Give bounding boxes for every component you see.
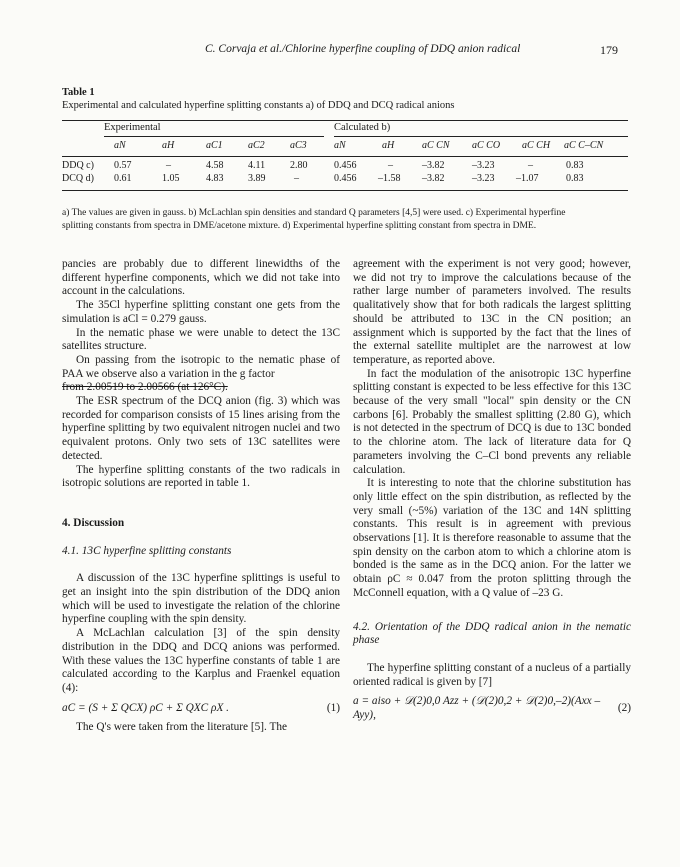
equation-2 (353, 695, 631, 722)
paragraph: The hyperfine splitting constant of a nucleus of a partially oriented radical is given by [7] (353, 661, 631, 688)
paragraph: In the nematic phase we were unable to detect the 13C satellites structure. (62, 326, 340, 353)
table-cell: – (528, 160, 533, 171)
table-cell: 1.05 (162, 173, 180, 184)
paragraph: The 35Cl hyperfine splitting constant one gets from the simulation is aCl = 0.279 gauss. (62, 299, 340, 325)
right-column (353, 258, 631, 729)
paragraph: On passing from the isotropic to the nematic phase of PAA we observe also a variation in the g factor (62, 353, 340, 380)
col-header-exp-aN: aN (114, 140, 126, 151)
footnote-line: splitting constants from spectra in DME/acetone mixture. d) Experimental hyperfine splitting constant from spectra in DME. (62, 220, 537, 231)
running-title: C. Corvaja et al./Chlorine hyperfine coupling of DDQ anion radical (205, 43, 521, 55)
table-top-rule (62, 120, 628, 121)
paragraph: A discussion of the 13C hyperfine splittings is useful to get an insight into the spin distribution of the DDQ anion which will be used to investigate the relation of the chlorine hyperfine coupling with the spin density. (62, 572, 340, 626)
paragraph: The ESR spectrum of the DCQ anion (fig. 3) which was recorded for comparison consists of 15 lines arising from the hyperfine splitting by two equivalent nitrogen nuclei and two equivalent protons. Only two sets of 13C satellites were detected. (62, 395, 340, 462)
table-cell: – (388, 160, 393, 171)
group-calculated: Calculated b) (334, 122, 391, 133)
table-cell: 0.83 (566, 173, 584, 184)
table-cell: – (166, 160, 171, 171)
page-number: 179 (600, 43, 618, 57)
equation-body: aC = (S + Σ QCX) ρC + Σ QXC ρX . (62, 701, 230, 714)
equation-number: (1) (326, 701, 340, 714)
table-footnotes (62, 207, 628, 232)
table-cell: –1.07 (516, 173, 539, 184)
table-label: Table 1 (62, 87, 95, 98)
table-cell: 4.11 (248, 160, 266, 171)
table-cell: 2.80 (290, 160, 308, 171)
paragraph-continuation: from 2.00519 to 2.00566 (at 126°C). (62, 381, 228, 394)
col-header-calc-aC-CO: aC CO (472, 140, 501, 151)
paragraph: A McLachlan calculation [3] of the spin density distribution in the DDQ and DCQ anions was performed. With these values the 13C hyperfine constants of table 1 are calculated according to the Karplus and Fraenkel equation (4): (62, 627, 340, 694)
col-header-exp-aC1: aC1 (206, 140, 223, 151)
left-column (62, 258, 340, 735)
paragraph: In fact the modulation of the anisotropic 13C hyperfine splitting constant is expected to be less effective for this 13C because of the very small "local" spin density or the CN carbons [6]. Probably the smallest splitting (2.80 G), which is not detected in the spectrum of DCQ is due to 13C bonded to the chlorine atom. The lack of literature data for Q parameters involving the C–Cl bond prevents any reliable calculation. (353, 367, 631, 476)
col-header-calc-aC-CN: aC CN (422, 140, 450, 151)
col-header-exp-aC3: aC3 (290, 140, 307, 151)
col-header-calc-aN: aN (334, 140, 346, 151)
paragraph: agreement with the experiment is not very good; however, we did not try to improve the calculations because of the rather large number of parameters involved. The results qualitatively show that for both radicals the largest splitting should be attributed to 13C in the CN position; an assignment which is supported by the fact that the lines of the external satellite multiplet are the narrowest at low temperature, as reported above. (353, 258, 631, 366)
group-calculated-rule (334, 136, 628, 137)
row-label-dcq: DCQ d) (62, 173, 94, 184)
col-header-exp-aH: aH (162, 140, 175, 151)
table-cell: – (294, 173, 299, 184)
equation-number: (2) (617, 702, 631, 715)
table-cell: 0.61 (114, 173, 132, 184)
footnote-line: a) The values are given in gauss. b) McLachlan spin densities and standard Q parameters [4,5] were used. c) Experimental hyperfine (62, 208, 566, 218)
table-description: Experimental and calculated hyperfine splitting constants a) of DDQ and DCQ radical anions (62, 100, 455, 111)
table-cell: 4.58 (206, 160, 224, 171)
page-header (0, 43, 680, 63)
table-cell: 0.83 (566, 160, 584, 171)
table-cell: –3.23 (472, 173, 495, 184)
table-header-rule (62, 156, 628, 157)
subsection-heading: 4.2. Orientation of the DDQ radical anion in the nematic phase (353, 620, 631, 647)
table-cell: 3.89 (248, 173, 266, 184)
section-heading: 4. Discussion (62, 516, 125, 529)
row-label-ddq: DDQ c) (62, 160, 94, 171)
col-header-calc-aC-CH: aC CH (522, 140, 551, 151)
group-experimental: Experimental (104, 122, 161, 133)
table-cell: 0.57 (114, 160, 132, 171)
group-experimental-rule (104, 136, 324, 137)
col-header-calc-aC-C-CN: aC C–CN (564, 140, 604, 151)
table-cell: 0.456 (334, 160, 357, 171)
col-header-exp-aC2: aC2 (248, 140, 265, 151)
col-header-calc-aH: aH (382, 140, 395, 151)
table-bottom-rule (62, 190, 628, 191)
table-cell: –1.58 (378, 173, 401, 184)
equation-body: a = aiso + 𝒟(2)0,0 Azz + (𝒟(2)0,2 + 𝒟(2)0,–2)(Axx – Ayy), (353, 695, 601, 722)
paragraph: The Q's were taken from the literature [5]. The (76, 721, 288, 734)
table-cell: –3.23 (472, 160, 495, 171)
table-cell: –3.82 (422, 173, 445, 184)
table-cell: –3.82 (422, 160, 445, 171)
table-caption (62, 86, 622, 112)
subsection-heading: 4.1. 13C hyperfine splitting constants (62, 544, 232, 557)
table-cell: 0.456 (334, 173, 357, 184)
equation-1 (62, 702, 340, 716)
paragraph: The hyperfine splitting constants of the two radicals in isotropic solutions are reported in table 1. (62, 463, 340, 490)
table-cell: 4.83 (206, 173, 224, 184)
paragraph: pancies are probably due to different linewidths of the different hyperfine components, which we did not take into account in the calculations. (62, 258, 340, 298)
paragraph: It is interesting to note that the chlorine substitution has only little effect on the spin distribution, as reflected by the very small (~5%) variation of the 13C and 14N splitting constants. This result is in agreement with previous observations [1]. It is therefore reasonable to assume that the spin density on the carbon atom to which a chlorine atom is bonded is the same as in the DCQ anion. For the latter we obtain ρC ≈ 0.047 from the proton splitting through the McConnell equation, with a Q value of –23 G. (353, 477, 631, 599)
